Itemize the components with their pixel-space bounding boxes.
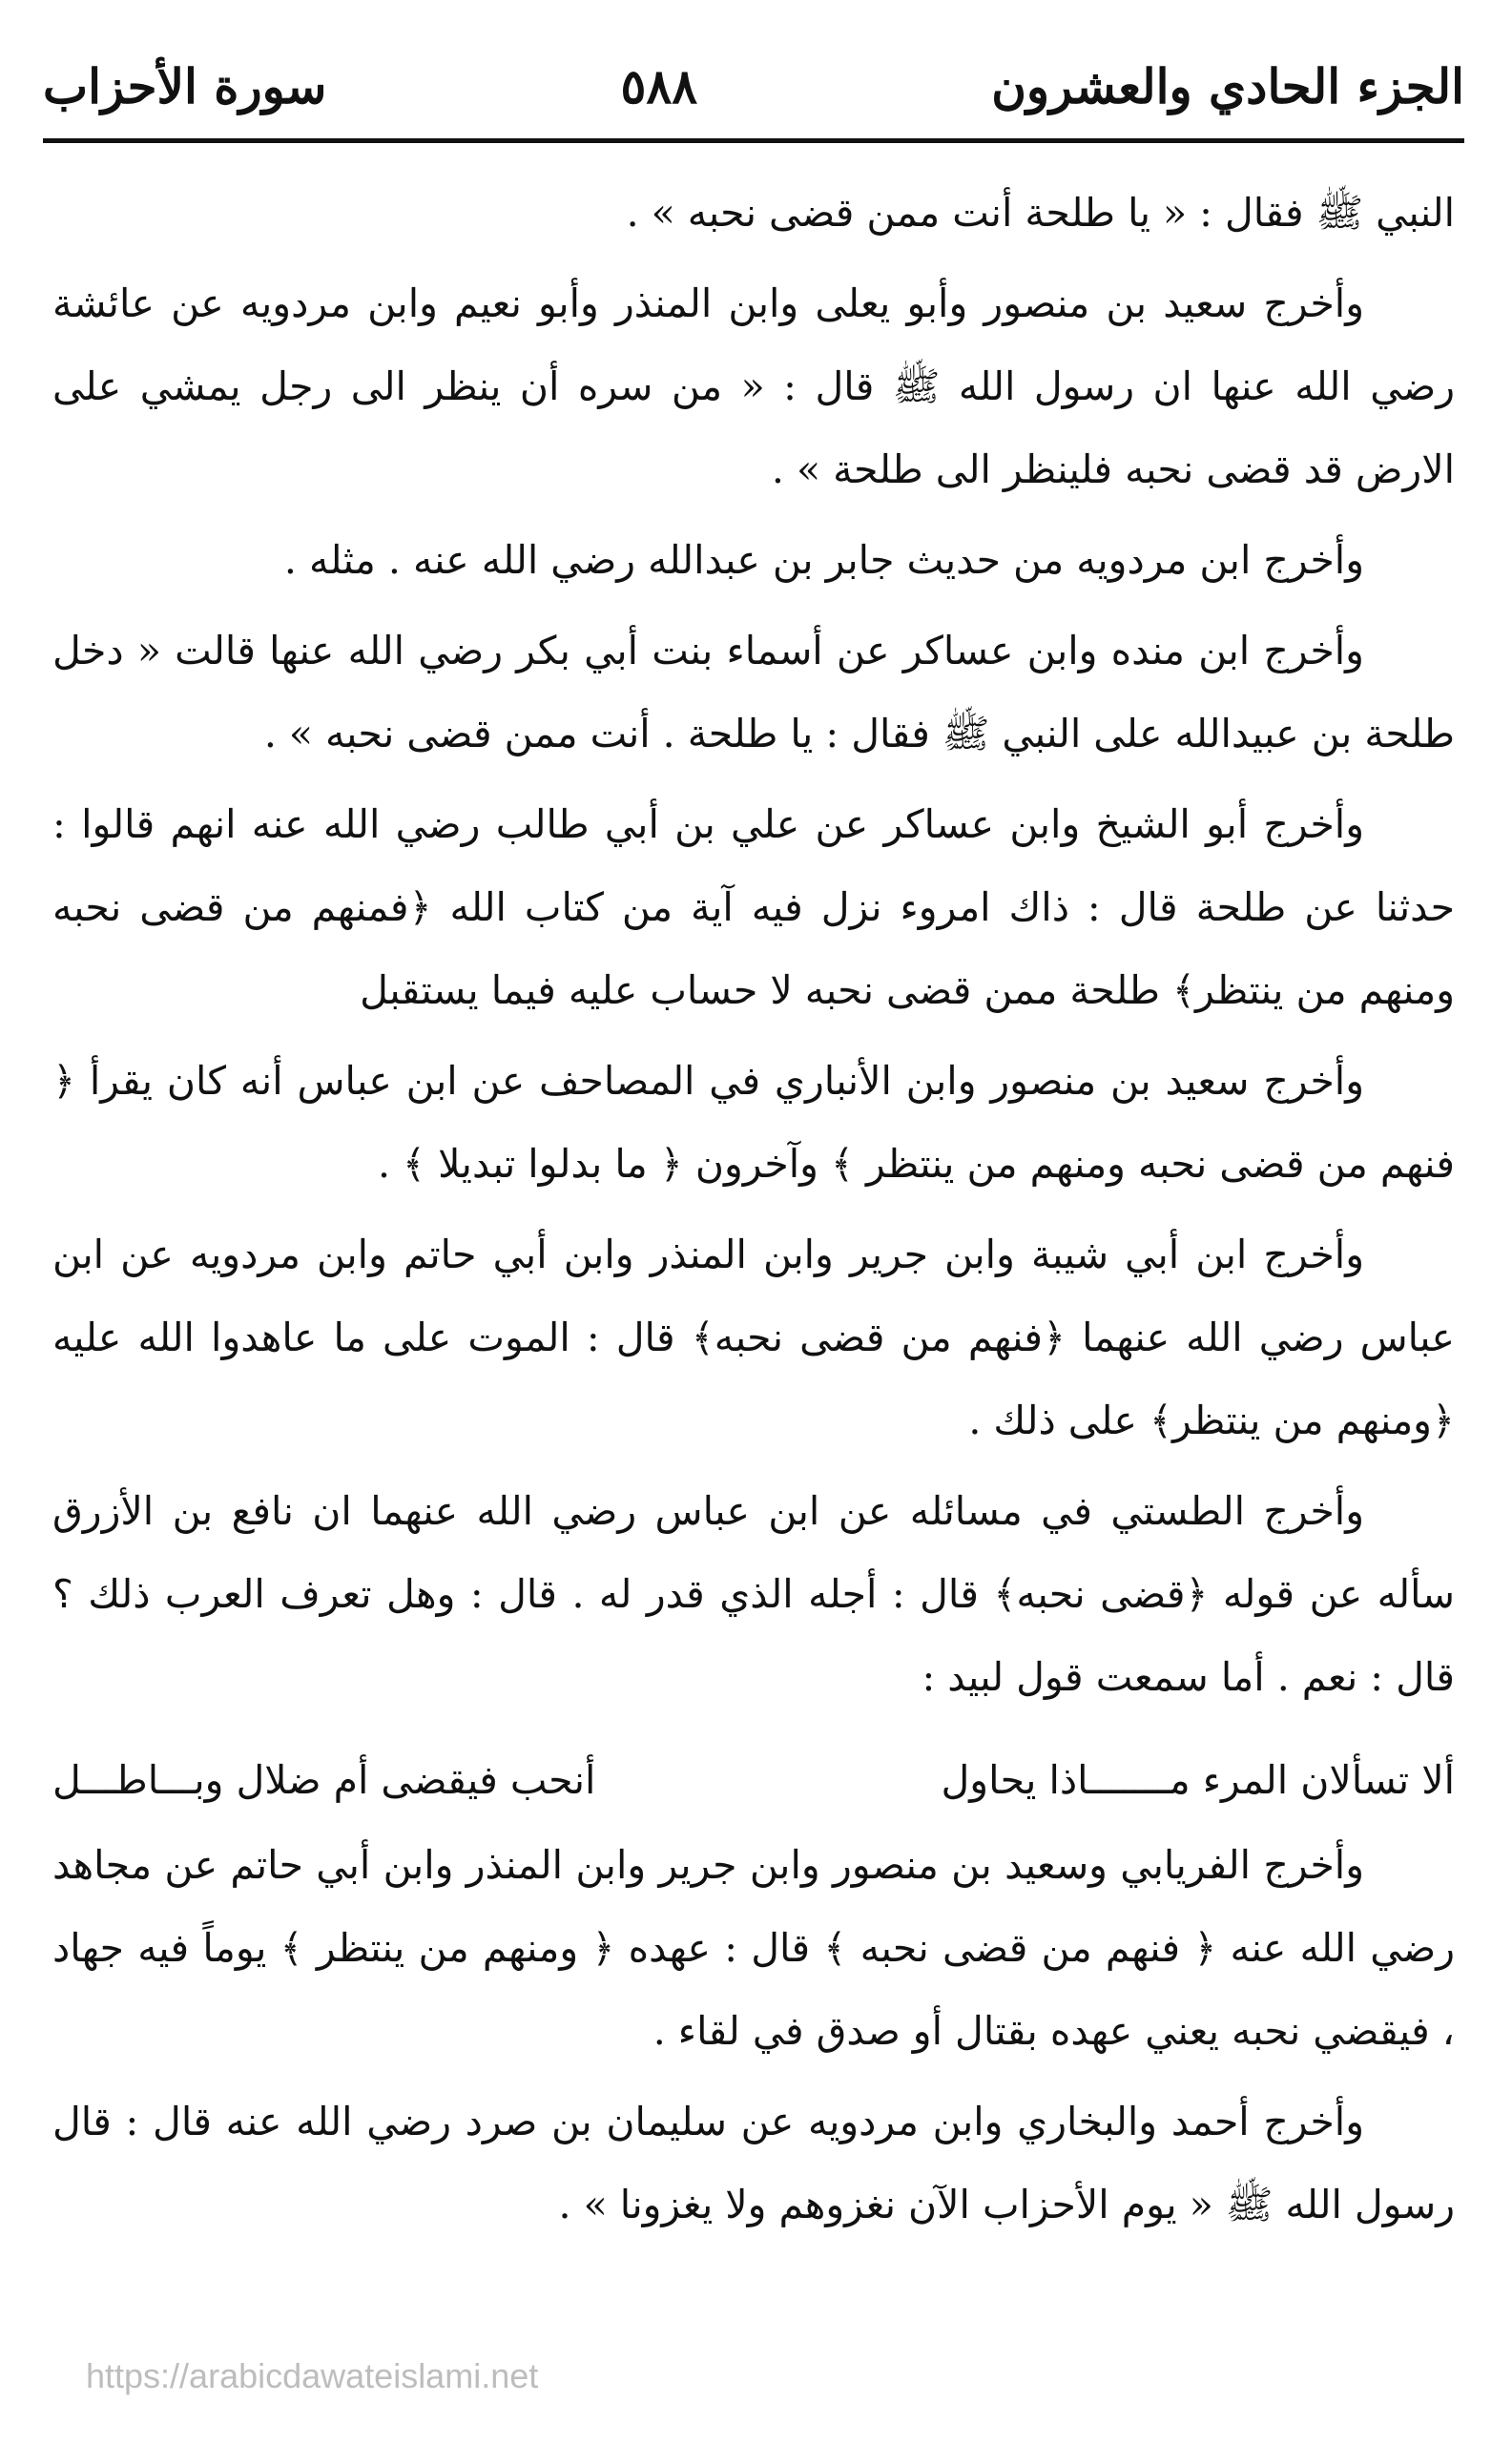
- watermark-url: https://arabicdawateislami.net: [86, 2356, 539, 2395]
- surah-title: سورة الأحزاب: [43, 57, 327, 114]
- paragraph-5: وأخرج أبو الشيخ وابن عساكر عن علي بن أبي طالب رضي الله عنه انهم قالوا : حدثنا عن طلحة قال : ذاك امروء نزل فيه آية من كتاب الله ﴿فمنهم من قضى نحبه ومنهم من ينتظر﴾ طلحة ممن قضى نحبه لا حساب عليه فيما يستقبل: [52, 801, 1455, 1013]
- paragraph-3: وأخرج ابن مردويه من حديث جابر بن عبدالله رضي الله عنه . مثله .: [283, 537, 1364, 583]
- paragraph-2: وأخرج سعيد بن منصور وأبو يعلى وابن المنذر وأبو نعيم وابن مردويه عن عائشة رضي الله عنها ان رسول الله ﷺ قال : « من سره أن ينظر الى رجل يمشي على الارض قد قضى نحبه فلينظر الى طلحة » .: [52, 280, 1455, 492]
- paragraph-10: وأخرج أحمد والبخاري وابن مردويه عن سليمان بن صرد رضي الله عنه قال : قال رسول الله ﷺ « يوم الأحزاب الآن نغزوهم ولا يغزونا » .: [52, 2099, 1455, 2227]
- paragraph-9: وأخرج الفريابي وسعيد بن منصور وابن جرير وابن المنذر وابن أبي حاتم عن مجاهد رضي الله عنه ﴿ فنهم من قضى نحبه ﴾ قال : عهده ﴿ ومنهم من ينتظر ﴾ يوماً فيه جهاد ، فيقضي نحبه يعني عهده بقتال أو صدق في لقاء .: [52, 1842, 1455, 2054]
- paragraph-8: وأخرج الطستي في مسائله عن ابن عباس رضي الله عنهما ان نافع بن الأزرق سأله عن قوله ﴿قضى نحبه﴾ قال : أجله الذي قدر له . قال : وهل تعرف العرب ذلك ؟ قال : نعم . أما سمعت قول لبيد :: [52, 1488, 1455, 1700]
- paragraph-7: وأخرج ابن أبي شيبة وابن جرير وابن المنذر وابن أبي حاتم وابن مردويه عن ابن عباس رضي الله عنهما ﴿فنهم من قضى نحبه﴾ قال : الموت على ما عاهدوا الله عليه ﴿ومنهم من ينتظر﴾ على ذلك .: [52, 1232, 1455, 1443]
- paragraph-1: النبي ﷺ فقال : « يا طلحة أنت ممن قضى نحبه » .: [626, 190, 1455, 236]
- paragraph-6: وأخرج سعيد بن منصور وابن الأنباري في المصاحف عن ابن عباس أنه كان يقرأ ﴿ فنهم من قضى نحبه ومنهم من ينتظر ﴾ وآخرون ﴿ ما بدلوا تبديلا ﴾ .: [52, 1058, 1455, 1187]
- page-header: [43, 38, 1464, 134]
- page-body: [52, 172, 1455, 2254]
- poem-first-hemistich: ألا تسألان المرء مـــــــاذا يحاول: [941, 1757, 1455, 1803]
- header-rule: [43, 138, 1464, 143]
- paragraph-4: وأخرج ابن منده وابن عساكر عن أسماء بنت أبي بكر رضي الله عنها قالت « دخل طلحة بن عبيدالله على النبي ﷺ فقال : يا طلحة . أنت ممن قضى نحبه » .: [52, 628, 1455, 756]
- page-number: ٥٨٨: [620, 57, 698, 114]
- poem-verse: [52, 1742, 1455, 1818]
- poem-second-hemistich: أنحب فيقضى أم ضلال وبـــاطـــل: [52, 1757, 596, 1803]
- part-title: الجزء الحادي والعشرون: [991, 57, 1464, 114]
